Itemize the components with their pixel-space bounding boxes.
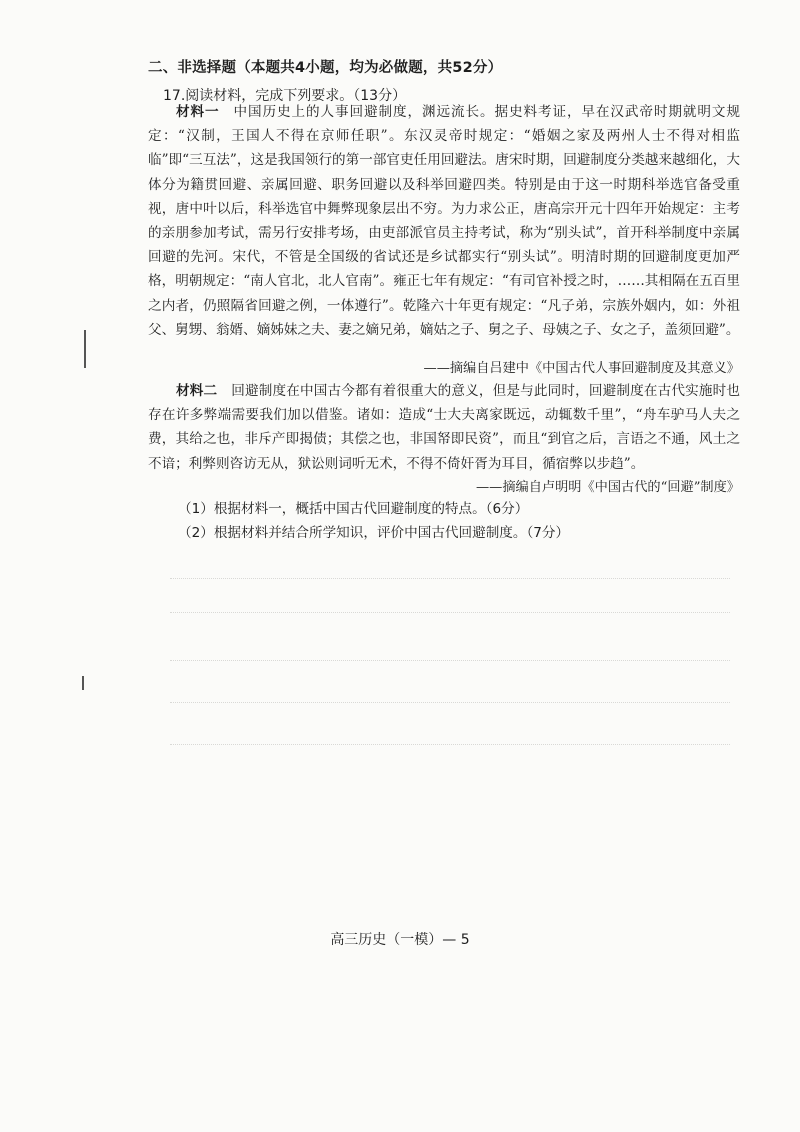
- question-title: 17.阅读材料，完成下列要求。（13分）: [163, 88, 407, 104]
- scan-noise-line: [170, 660, 730, 662]
- material-two-source: ——摘编自卢明明《中国古代的“回避”制度》: [475, 480, 740, 495]
- material-two-text: 回避制度在中国古今都有着很重大的意义，但是与此同时，回避制度在古代实施时也存在许多弊端需要我们加以借鉴。诸如：造成“士大夫离家既远，动辄数千里”，“舟车驴马人夫之费，其给之也，非斥产即揭债；其偿之也，非国帑即民资”，而且“到官之后，言语之不通，风土之不谙；利弊则咨访无从，狱讼则词听无术，不得不倚奸胥为耳目，循宿弊以步趋”。: [148, 383, 741, 472]
- material-two: [148, 379, 740, 476]
- scan-noise-line: [170, 578, 730, 580]
- scan-noise-line: [170, 702, 730, 704]
- scan-binding-mark: [82, 676, 84, 690]
- material-one-text: 中国历史上的人事回避制度，渊远流长。据史料考证，早在汉武帝时期就明文规定：“汉制，王国人不得在京师任职”。东汉灵帝时规定：“婚姻之家及两州人士不得对相监临”即“三互法”，这是我国领行的第一部官吏任用回避法。唐宋时期，回避制度分类越来越细化，大体分为籍贯回避、亲属回避、职务回避以及科举回避四类。特别是由于这一时期科举选官备受重视，唐中叶以后，科举选官中舞弊现象层出不穷。为力求公正，唐高宗开元十四年开始规定：主考的亲朋参加考试，需另行安排考场，由吏部派官员主持考试，称为“别头试”，首开科举制度中亲属回避的先河。宋代，不管是全国级的省试还是乡试都实行“别头试”。明清时期的回避制度更加严格，明朝规定：“南人官北，北人官南”。雍正七年有规定：“有司官补授之时，……其相隔在五百里之内者，仍照隔省回避之例，一体遵行”。乾隆六十年更有规定：“凡子弟，宗族外姻内，如：外祖父、舅甥、翁婿、嫡姊妹之夫、妻之嫡兄弟，嫡姑之子、舅之子、母姨之子、女之子，盖须回避”。: [148, 104, 741, 338]
- material-one-label: 材料一: [176, 104, 220, 120]
- scan-noise-line: [170, 612, 730, 614]
- material-two-label: 材料二: [176, 383, 218, 399]
- section-title: 二、非选择题（本题共4小题，均为必做题，共52分）: [148, 60, 503, 76]
- page-footer: 高三历史（一模）— 5: [330, 932, 470, 948]
- scan-noise-line: [170, 744, 730, 746]
- scan-binding-mark: [84, 330, 86, 368]
- sub-question-2: （2）根据材料并结合所学知识，评价中国古代回避制度。（7分）: [178, 525, 570, 541]
- material-one: [148, 100, 740, 342]
- material-one-source: ——摘编自吕建中《中国古代人事回避制度及其意义》: [423, 361, 740, 376]
- sub-question-1: （1）根据材料一，概括中国古代回避制度的特点。（6分）: [178, 501, 529, 517]
